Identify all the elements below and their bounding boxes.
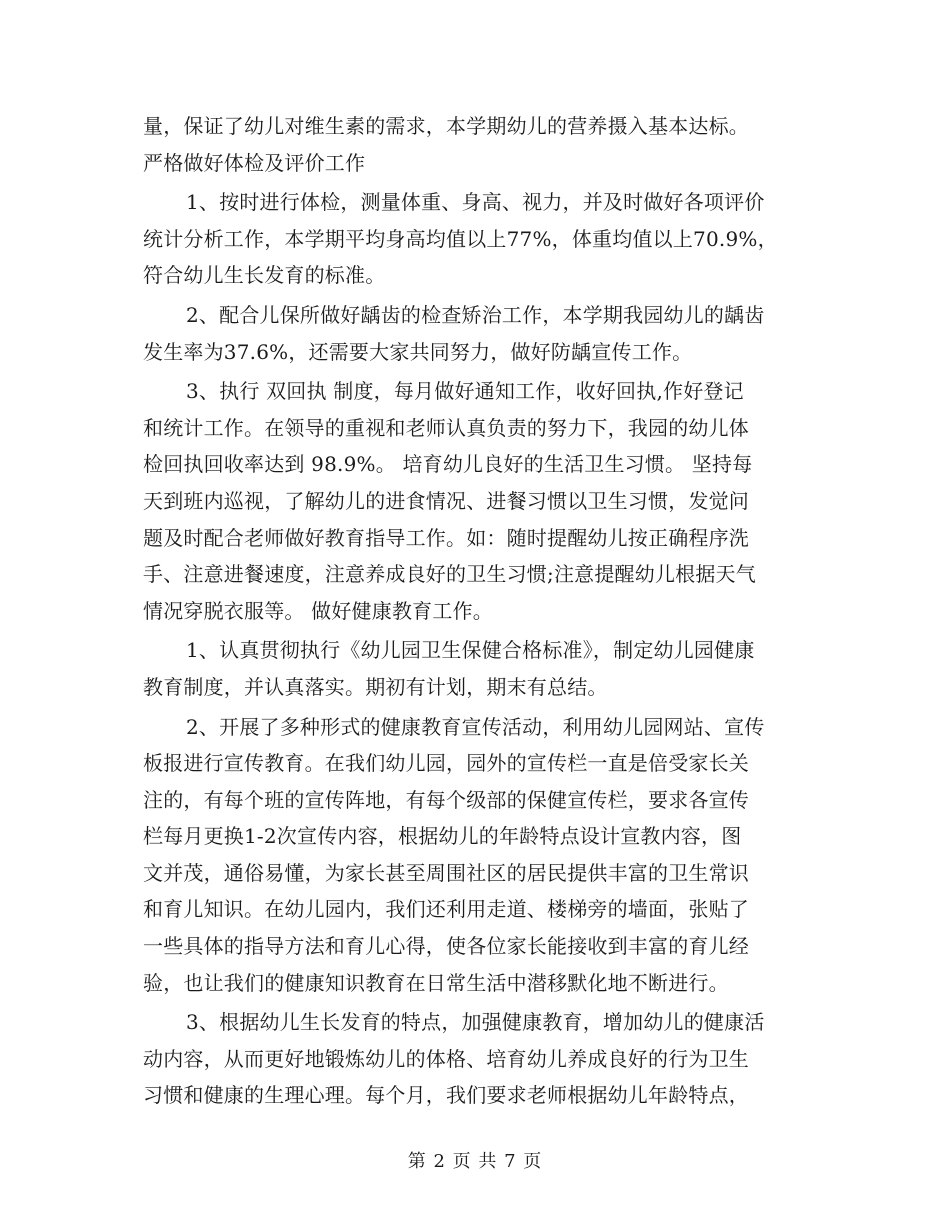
text-line: 动内容，从而更好地锻炼幼儿的体格、培育幼儿养成良好的行为卫生 xyxy=(143,1046,749,1071)
text-line: 3、执行 双回执 制度，每月做好通知工作，收好回执,作好登记 xyxy=(186,379,744,404)
section-heading: 严格做好体检及评价工作 xyxy=(143,150,366,175)
text-line: 3、根据幼儿生长发育的特点，加强健康教育，增加幼儿的健康活 xyxy=(186,1010,765,1035)
text-line: 检回执回收率达到 98.9%。 培育幼儿良好的生活卫生习惯。 坚持每 xyxy=(143,452,753,477)
text-line: 1、认真贯彻执行《幼儿园卫生保健合格标准》，制定幼儿园健康 xyxy=(186,638,755,663)
text-line: 一些具体的指导方法和育儿心得，使各位家长能接收到丰富的育儿经 xyxy=(143,934,749,959)
page-number-footer: 第 2 页 共 7 页 xyxy=(407,1151,543,1172)
text-line: 和育儿知识。在幼儿园内，我们还利用走道、楼梯旁的墙面，张贴了 xyxy=(143,897,749,922)
text-line: 题及时配合老师做好教育指导工作。如：随时提醒幼儿按正确程序洗 xyxy=(143,525,749,550)
text-line: 栏每月更换1-2次宣传内容，根据幼儿的年龄特点设计宣教内容，图 xyxy=(143,824,742,849)
document-body xyxy=(143,108,813,1114)
text-line: 注的，有每个班的宣传阵地，有每个级部的保健宣传栏，要求各宣传 xyxy=(143,787,749,812)
text-line: 习惯和健康的生理心理。每个月，我们要求老师根据幼儿年龄特点， xyxy=(143,1083,749,1108)
text-line: 量，保证了幼儿对维生素的需求，本学期幼儿的营养摄入基本达标。 xyxy=(143,114,749,138)
text-line: 2、开展了多种形式的健康教育宣传活动，利用幼儿园网站、宣传 xyxy=(186,714,765,739)
text-line: 板报进行宣传教育。在我们幼儿园，园外的宣传栏一直是倍受家长关 xyxy=(143,751,749,776)
text-line: 1、按时进行体检，测量体重、身高、视力，并及时做好各项评价 xyxy=(186,190,765,215)
text-line: 天到班内巡视，了解幼儿的进食情况、进餐习惯以卫生习惯，发觉问 xyxy=(143,488,749,513)
text-line: 2、配合儿保所做好龋齿的检查矫治工作，本学期我园幼儿的龋齿 xyxy=(186,302,765,327)
text-line: 符合幼儿生长发育的标准。 xyxy=(143,263,386,288)
text-line: 教育制度，并认真落实。期初有计划，期末有总结。 xyxy=(143,674,608,699)
text-line: 手、注意进餐速度，注意养成良好的卫生习惯;注意提醒幼儿根据天气 xyxy=(143,562,756,587)
text-line: 和统计工作。在领导的重视和老师认真负责的努力下，我园的幼儿体 xyxy=(143,415,749,440)
text-line: 统计分析工作，本学期平均身高均值以上77%，体重均值以上70.9%， xyxy=(143,226,778,251)
text-line: 验，也让我们的健康知识教育在日常生活中潜移默化地不断进行。 xyxy=(143,970,729,995)
text-line: 发生率为37.6%，还需要大家共同努力，做好防龋宣传工作。 xyxy=(143,339,693,364)
text-line: 文并茂，通俗易懂，为家长甚至周围社区的居民提供丰富的卫生常识 xyxy=(143,860,749,885)
text-line: 情况穿脱衣服等。 做好健康教育工作。 xyxy=(143,598,493,623)
